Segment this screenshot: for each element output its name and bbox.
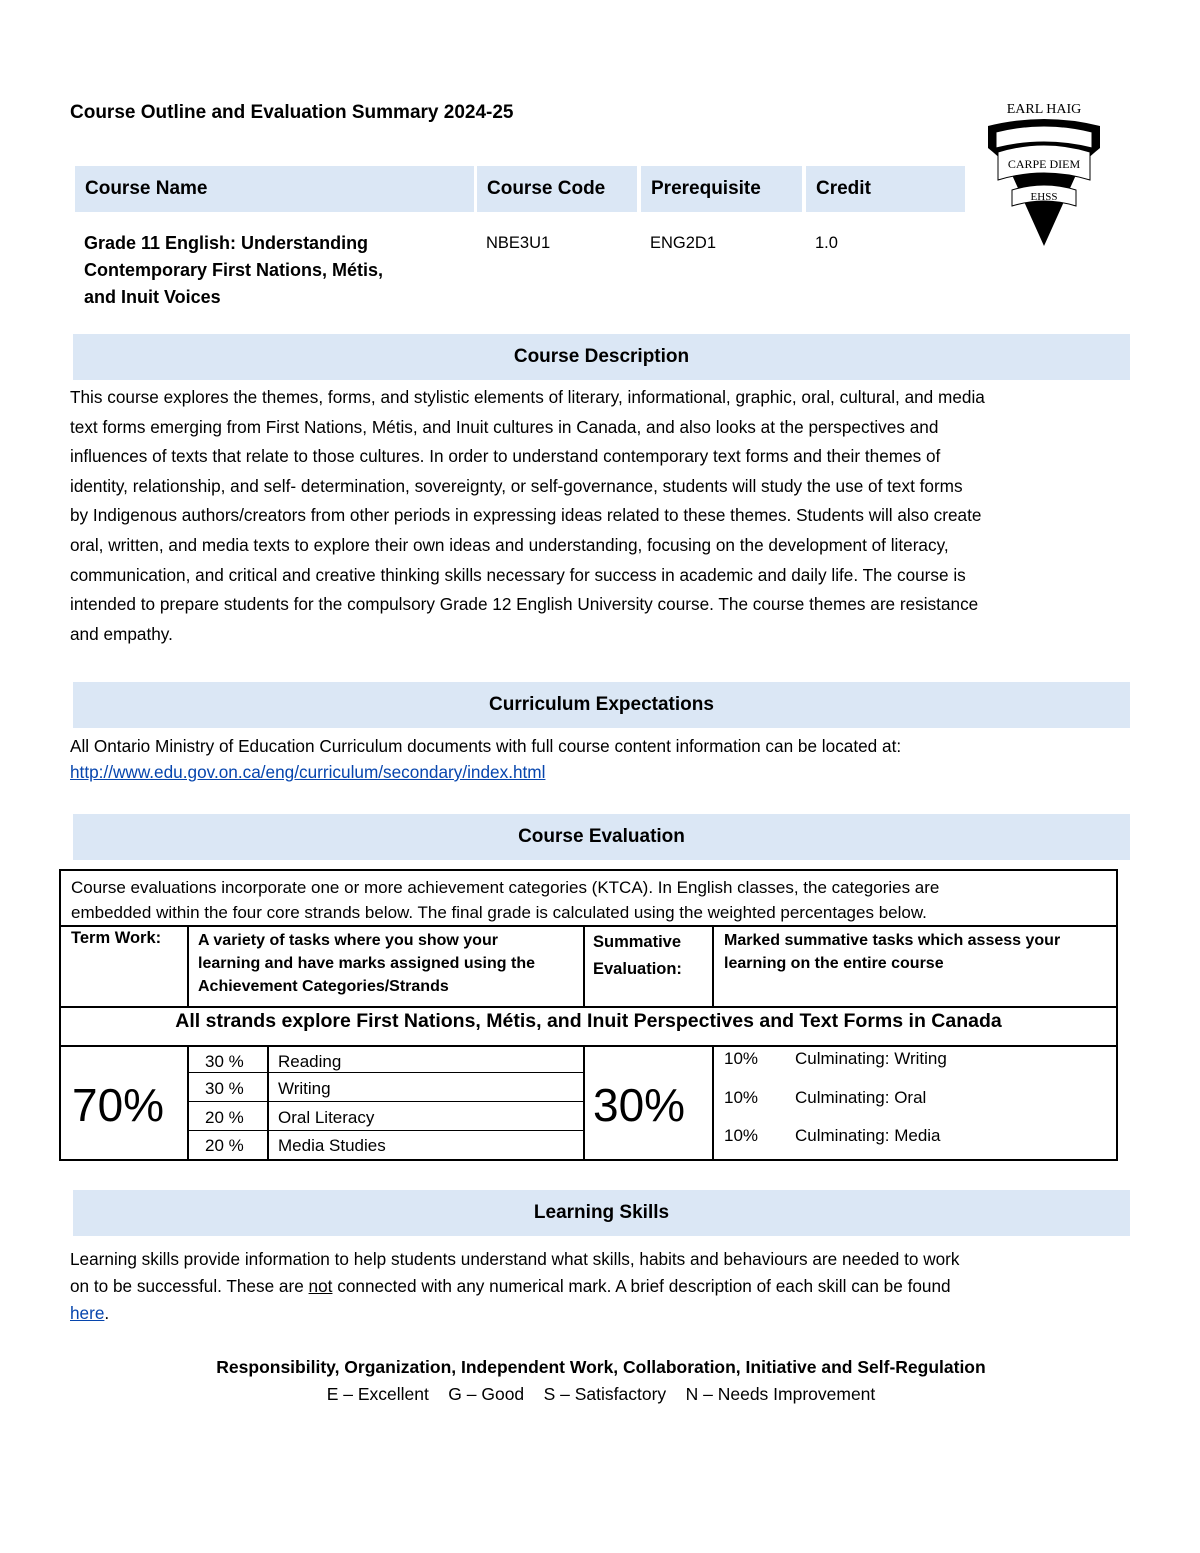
strand-label: Writing [278, 1079, 331, 1098]
strand-pct: 30 % [205, 1052, 244, 1071]
curriculum-text: All Ontario Ministry of Education Curriculum documents with full course content information can be located at: http://www.edu.gov.on.ca/eng/curriculum/secondary/index.html [70, 736, 902, 782]
strand-label: Oral Literacy [278, 1108, 375, 1127]
logo-initials: EHSS [1030, 191, 1058, 203]
learning-skills-link[interactable]: here [70, 1303, 105, 1323]
learning-skills-text: Learning skills provide information to help students understand what skills, habits and behaviours are needed to work on to be successful. These are not connected with any numerical mark. A brief description of each skill can be found here. [70, 1249, 960, 1323]
prerequisite-value: ENG2D1 [650, 234, 717, 252]
summative-label: Culminating: Oral [795, 1088, 927, 1107]
emphasis-not: not [308, 1276, 333, 1296]
term-work-description: A variety of tasks where you show your learning and have marks assigned using the Achievement Categories/Strands [198, 932, 535, 995]
summative-pct: 10% [724, 1088, 759, 1107]
summative-pct: 10% [724, 1049, 759, 1068]
summative-label: Summative Evaluation: [593, 933, 682, 978]
header-prerequisite: Prerequisite [641, 166, 802, 212]
school-logo [976, 96, 1112, 256]
section-course-description: Course Description [73, 334, 1130, 380]
evaluation-intro: Course evaluations incorporate one or more achievement categories (KTCA). In English classes, the categories are embedded within the four core strands below. The final grade is calculated using the weighted percentages below. [71, 878, 940, 922]
skills-names: Responsibility, Organization, Independent Work, Collaboration, Initiative and Self-Regulation [216, 1357, 986, 1377]
summative-label: Culminating: Writing [795, 1049, 947, 1068]
credit-value: 1.0 [815, 234, 838, 252]
section-course-evaluation: Course Evaluation [73, 814, 1130, 860]
summative-total: 30% [593, 1079, 686, 1131]
header-course-code: Course Code [477, 166, 637, 212]
strand-pct: 20 % [205, 1108, 244, 1127]
curriculum-link[interactable]: http://www.edu.gov.on.ca/eng/curriculum/secondary/index.html [70, 762, 546, 782]
header-course-name: Course Name [75, 166, 474, 212]
skills-scale: E – Excellent G – Good S – Satisfactory N – Needs Improvement [326, 1384, 876, 1404]
term-work-label: Term Work: [71, 929, 162, 947]
summative-description: Marked summative tasks which assess your learning on the entire course [724, 932, 1061, 972]
learning-skills-list [70, 1354, 1132, 1408]
summative-label: Culminating: Media [795, 1126, 941, 1145]
strand-pct: 20 % [205, 1136, 244, 1155]
course-code-value: NBE3U1 [486, 234, 551, 252]
page-title: Course Outline and Evaluation Summary 2024-25 [70, 102, 514, 123]
course-description-text: This course explores the themes, forms, and stylistic elements of literary, informational, graphic, oral, cultural, and media text forms emerging from First Nations, Métis, and Inuit cultures in Canada, and also looks at the perspectives and influences of texts that relate to those cultures. In order to understand contemporary text forms and their themes of identity, relationship, and self- determination, sovereignty, or self-governance, students will study the use of text forms by Indigenous authors/creators from other periods in expressing ideas related to these themes. Students will also create oral, written, and media texts to explore their own ideas and understanding, focusing on the development of literacy, communication, and critical and creative thinking skills necessary for success in academic and daily life. The course is intended to prepare students for the compulsory Grade 12 English University course. The course themes are resistance and empathy. [70, 387, 985, 644]
course-name-value: Grade 11 English: Understanding Contemporary First Nations, Métis, and Inuit Voices [84, 233, 384, 307]
strand-pct: 30 % [205, 1079, 244, 1098]
term-work-total: 70% [72, 1079, 165, 1131]
section-learning-skills: Learning Skills [73, 1190, 1130, 1236]
summative-pct: 10% [724, 1126, 759, 1145]
logo-top-text: EARL HAIG [1006, 102, 1082, 117]
strand-label: Reading [278, 1052, 342, 1071]
logo-motto: CARPE DIEM [1007, 157, 1081, 171]
strand-label: Media Studies [278, 1136, 386, 1155]
strands-title: All strands explore First Nations, Métis, and Inuit Perspectives and Text Forms in Canada [175, 1010, 1002, 1032]
header-credit: Credit [806, 166, 965, 212]
section-curriculum-expectations: Curriculum Expectations [73, 682, 1130, 728]
